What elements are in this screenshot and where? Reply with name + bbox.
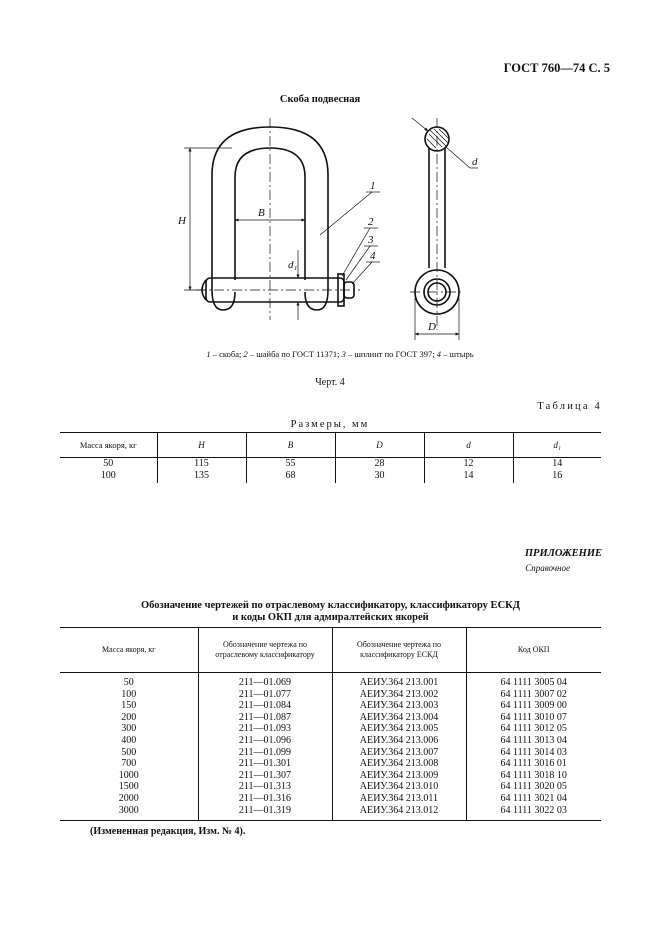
table-cell: 211—01.301	[198, 758, 332, 770]
table-cell: 300	[121, 723, 137, 735]
drawing-legend: 1 – скоба; 2 – шайба по ГОСТ 11371; 3 – шплинт по ГОСТ 397; 4 – штырь	[206, 349, 474, 359]
table-row	[60, 747, 601, 759]
column-header: d	[424, 433, 513, 458]
table-cell: АЕИУ.364 213.012	[332, 805, 466, 821]
table-cell: 64 1111 3010 07	[466, 712, 601, 724]
table-row	[60, 712, 601, 724]
table-cell: 64 1111 3022 03	[466, 805, 601, 821]
table-cell: 100	[100, 470, 116, 481]
table-cell: 28	[335, 458, 424, 471]
table-cell: 12	[424, 458, 513, 471]
table-cell: 30	[335, 470, 424, 483]
table-cell: 64 1111 3005 04	[466, 673, 601, 689]
revision-note: (Измененная редакция, Изм. № 4).	[90, 826, 246, 837]
table-cell: 115	[157, 458, 246, 471]
table-row	[60, 735, 601, 747]
column-header: Масса якоря, кг	[60, 433, 157, 458]
label-2: 2	[368, 216, 374, 228]
table-row	[60, 793, 601, 805]
table-cell: АЕИУ.364 213.011	[332, 793, 466, 805]
table-cell: 64 1111 3014 03	[466, 747, 601, 759]
table-number: Таблица 4	[537, 401, 602, 412]
table-cell: 135	[157, 470, 246, 483]
dimensions-caption: Размеры, мм	[290, 419, 370, 430]
table-cell: 700	[121, 758, 137, 770]
label-1: 1	[370, 180, 376, 192]
shackle-drawing	[160, 110, 505, 350]
table-cell: 211—01.084	[198, 700, 332, 712]
page-header: ГОСТ 760—74 С. 5	[503, 61, 610, 75]
drawing-title: Скоба подвесная	[279, 94, 361, 105]
table-row	[60, 689, 601, 701]
table-cell: 211—01.099	[198, 747, 332, 759]
table-cell: 150	[121, 700, 137, 712]
table-cell: 64 1111 3018 10	[466, 770, 601, 782]
column-header: Масса якоря, кг	[60, 628, 198, 673]
table-cell: 200	[121, 711, 137, 723]
table-cell: 64 1111 3009 00	[466, 700, 601, 712]
codes-title-line-1: Обозначение чертежей по отраслевому классификатору, классификатору ЕСКД	[141, 600, 520, 611]
appendix-subtitle: Справочное	[525, 563, 570, 573]
table-cell: 16	[513, 470, 601, 483]
codes-table-title	[60, 600, 601, 624]
column-header: d₁	[513, 433, 601, 458]
table-cell: 50	[103, 458, 114, 469]
table-row	[60, 758, 601, 770]
table-header-row	[60, 433, 601, 458]
table-cell: 64 1111 3013 04	[466, 735, 601, 747]
table-cell: 14	[424, 470, 513, 483]
table-cell: АЕИУ.364 213.005	[332, 723, 466, 735]
table-cell: 211—01.313	[198, 781, 332, 793]
table-cell: 55	[246, 458, 335, 471]
appendix-title: ПРИЛОЖЕНИЕ	[524, 548, 602, 559]
table-cell: 211—01.319	[198, 805, 332, 821]
table-row	[60, 458, 601, 471]
table-cell: 64 1111 3020 05	[466, 781, 601, 793]
table-cell: АЕИУ.364 213.001	[332, 673, 466, 689]
table-cell: 211—01.087	[198, 712, 332, 724]
table-cell: 2000	[118, 792, 139, 804]
codes-table	[60, 627, 601, 821]
table-cell: 50	[123, 677, 134, 688]
column-header: B	[246, 433, 335, 458]
column-header: H	[157, 433, 246, 458]
table-cell: 500	[121, 746, 137, 758]
table-row	[60, 470, 601, 483]
table-row	[60, 673, 601, 689]
table-cell: 400	[121, 734, 137, 746]
label-d: d	[472, 156, 478, 168]
table-cell: 14	[513, 458, 601, 471]
label-d1: d₁	[288, 259, 298, 271]
label-big-d: D	[428, 321, 436, 333]
table-cell: АЕИУ.364 213.009	[332, 770, 466, 782]
label-b: B	[258, 207, 265, 219]
table-cell: 1000	[118, 769, 139, 781]
label-3: 3	[368, 234, 374, 246]
table-row	[60, 770, 601, 782]
table-cell: 211—01.096	[198, 735, 332, 747]
table-cell: 64 1111 3007 02	[466, 689, 601, 701]
column-header: Обозначение чертежа по классификатору ЕСКД	[332, 628, 466, 673]
table-cell: АЕИУ.364 213.003	[332, 700, 466, 712]
table-cell: 211—01.316	[198, 793, 332, 805]
table-cell: 100	[121, 688, 137, 700]
table-cell: 211—01.077	[198, 689, 332, 701]
table-cell: 211—01.093	[198, 723, 332, 735]
codes-title-line-2: и коды ОКП для адмиралтейских якорей	[232, 612, 429, 623]
table-cell: АЕИУ.364 213.007	[332, 747, 466, 759]
label-h: H	[178, 215, 186, 227]
column-header: D	[335, 433, 424, 458]
table-cell: АЕИУ.364 213.006	[332, 735, 466, 747]
table-cell: 64 1111 3012 05	[466, 723, 601, 735]
column-header: Обозначение чертежа по отраслевому классификатору	[198, 628, 332, 673]
table-cell: АЕИУ.364 213.004	[332, 712, 466, 724]
table-cell: АЕИУ.364 213.010	[332, 781, 466, 793]
table-cell: АЕИУ.364 213.002	[332, 689, 466, 701]
table-row	[60, 700, 601, 712]
table-cell: 211—01.307	[198, 770, 332, 782]
table-cell: 64 1111 3016 01	[466, 758, 601, 770]
table-header-row	[60, 628, 601, 673]
table-cell: 3000	[60, 805, 198, 821]
table-cell: 64 1111 3021 04	[466, 793, 601, 805]
table-row	[60, 723, 601, 735]
table-row	[60, 805, 601, 821]
table-row	[60, 781, 601, 793]
table-cell: 68	[246, 470, 335, 483]
shackle-front-view	[202, 127, 354, 310]
column-header: Код ОКП	[466, 628, 601, 673]
drawing-number: Черт. 4	[315, 377, 345, 388]
dimensions-table	[60, 432, 601, 483]
label-4: 4	[370, 250, 376, 262]
table-cell: АЕИУ.364 213.008	[332, 758, 466, 770]
table-cell: 1500	[118, 781, 139, 793]
table-cell: 211—01.069	[198, 673, 332, 689]
